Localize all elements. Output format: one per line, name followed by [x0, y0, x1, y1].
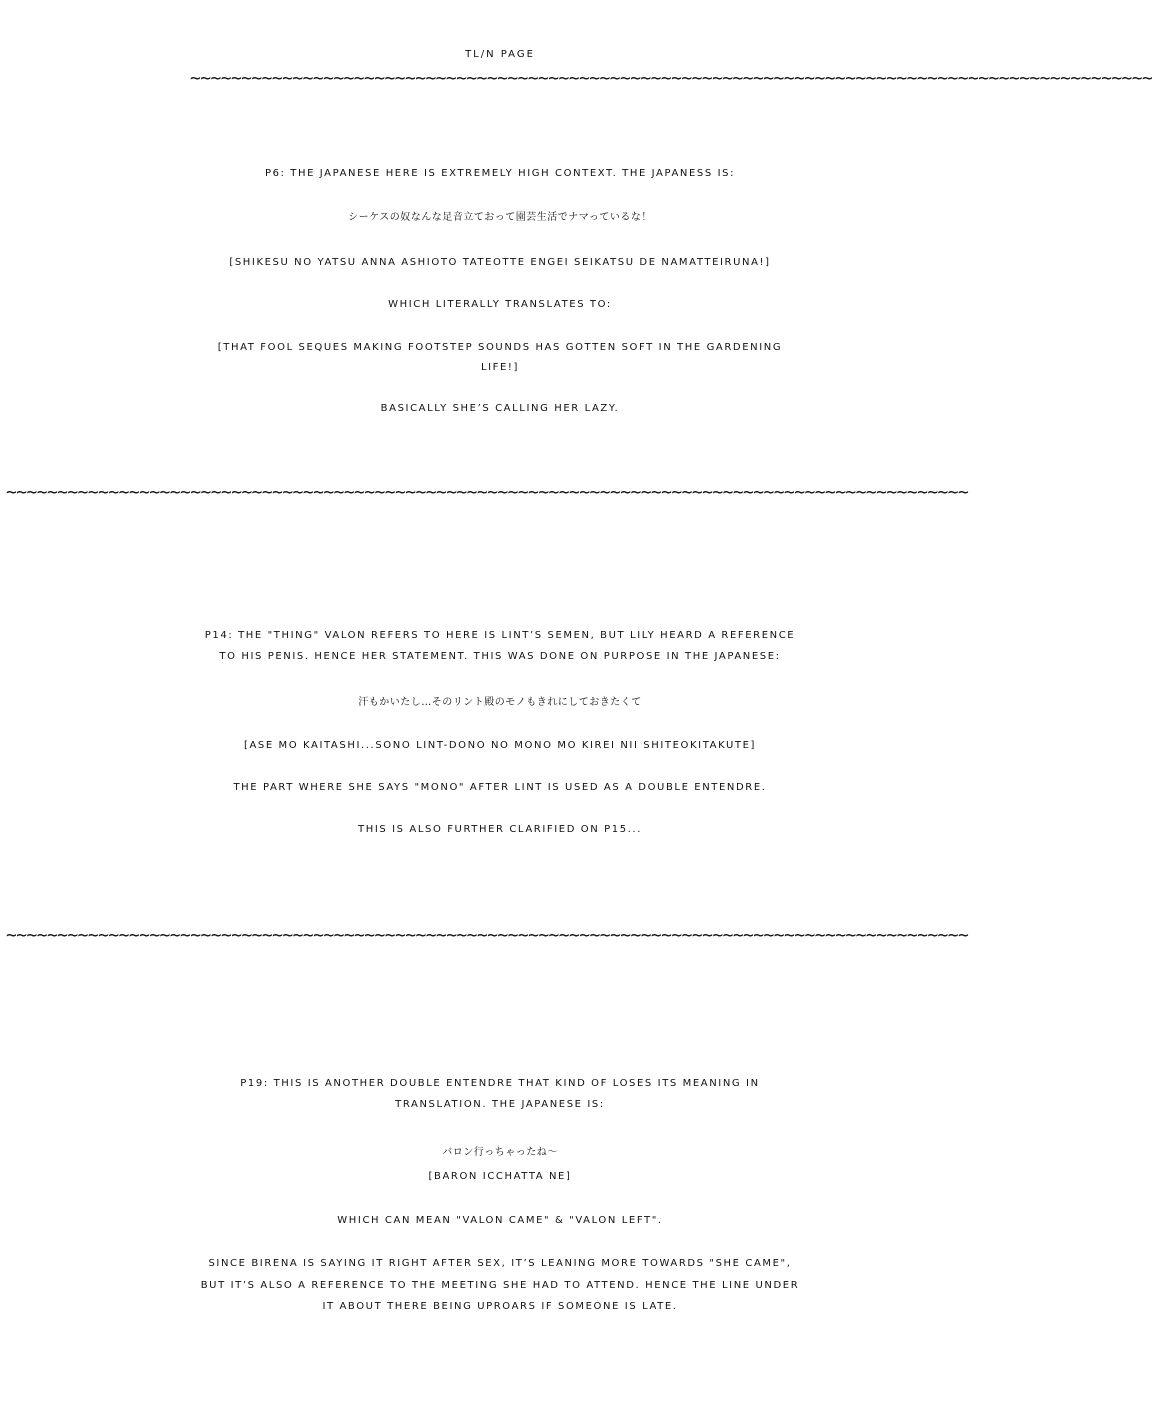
note3-japanese: バロン行っちゃったね〜 — [442, 1147, 558, 1158]
note1-literal-label: WHICH LITERALLY TRANSLATES TO: — [388, 299, 612, 310]
note3-romaji: [BARON ICCHATTA NE] — [428, 1171, 572, 1182]
note2-clarify: THIS IS ALSO FURTHER CLARIFIED ON P15... — [358, 824, 642, 835]
note2-romaji: [ASE MO KAITASHI...SONO LINT-DONO NO MONO MO KIREI NII SHITEOKITAKUTE] — [243, 740, 757, 751]
note2-explain: THE PART WHERE SHE SAYS "MONO" AFTER LINT IS USED AS A DOUBLE ENTENDRE. — [233, 782, 767, 793]
note1-intro: P6: THE JAPANESE HERE IS EXTREMELY HIGH CONTEXT. THE JAPANESS IS: — [264, 168, 736, 179]
note2-intro-line1: P14: THE "THING" VALON REFERS TO HERE IS LINT’S SEMEN, BUT LILY HEARD A REFERENCE — [204, 630, 796, 641]
note3-context-line3: IT ABOUT THERE BEING UPROARS IF SOMEONE IS LATE. — [322, 1301, 678, 1312]
section-divider-2: ~~~~~~~~~~~~~~~~~~~~~~~~~~~~~~~~~~~~~~~~~~~~~~~~~~~~~~~~~~~~~~~~~~~~~~~~~~~~~~~~~~~~~~~~~~~~~~ — [6, 925, 969, 946]
note1-literal-line2: LIFE!] — [480, 362, 520, 373]
note1-literal-line1: [THAT FOOL SEQUES MAKING FOOTSTEP SOUNDS HAS GOTTEN SOFT IN THE GARDENING — [217, 342, 783, 353]
note1-romaji: [SHIKESU NO YATSU ANNA ASHIOTO TATEOTTE ENGEI SEIKATSU DE NAMATTEIRUNA!] — [229, 257, 771, 268]
note3-intro-line2: TRANSLATION. THE JAPANESE IS: — [395, 1099, 605, 1110]
note1-japanese: シーケスの奴なんな足音立ておって園芸生活でナマっているな！ — [348, 212, 652, 223]
note2-japanese: 汗もかいたし…そのリント殿のモノもきれにしておきたくて — [358, 697, 642, 708]
title-divider: ~~~~~~~~~~~~~~~~~~~~~~~~~~~~~~~~~~~~~~~~~~~~~~~~~~~~~~~~~~~~~~~~~~~~~~~~~~~~~~~~~~~~~~~~~~~~~~ — [190, 68, 1152, 89]
page-title: TL/N PAGE — [465, 49, 535, 60]
note2-intro-line2: TO HIS PENIS. HENCE HER STATEMENT. THIS WAS DONE ON PURPOSE IN THE JAPANESE: — [219, 651, 781, 662]
section-divider-1: ~~~~~~~~~~~~~~~~~~~~~~~~~~~~~~~~~~~~~~~~~~~~~~~~~~~~~~~~~~~~~~~~~~~~~~~~~~~~~~~~~~~~~~~~~~~~~~ — [6, 482, 969, 503]
note3-intro-line1: P19: THIS IS ANOTHER DOUBLE ENTENDRE THAT KIND OF LOSES ITS MEANING IN — [240, 1078, 760, 1089]
note3-context-line1: SINCE BIRENA IS SAYING IT RIGHT AFTER SEX, IT’S LEANING MORE TOWARDS "SHE CAME", — [208, 1258, 792, 1269]
note1-summary: BASICALLY SHE’S CALLING HER LAZY. — [380, 403, 620, 414]
note3-meaning: WHICH CAN MEAN "VALON CAME" & "VALON LEFT". — [337, 1215, 663, 1226]
note3-context-line2: BUT IT’S ALSO A REFERENCE TO THE MEETING SHE HAD TO ATTEND. HENCE THE LINE UNDER — [200, 1280, 800, 1291]
